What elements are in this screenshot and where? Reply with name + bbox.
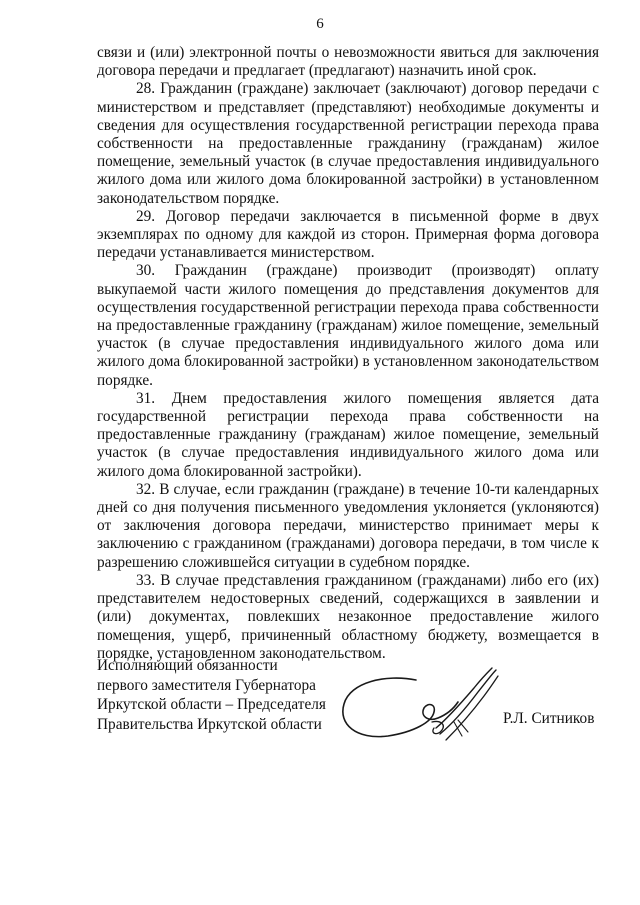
handwritten-signature [336, 662, 506, 752]
signatory-title-line: Правительства Иркутской области [97, 715, 322, 733]
signatory-title-line: Иркутской области – Председателя [97, 696, 326, 713]
paragraph-28: 28. Гражданин (граждане) заключает (заключают) договор передачи с министерством и представляет (представляют) необходимые документы и сведения для осуществления государственной регистрации перехода права собственности на предоставленные гражданину (гражданам) жилое помещение, земельный участок (в случае предоставления индивидуального жилого дома или жилого дома блокированной застройки) в установленном законодательством порядке. [97, 80, 599, 207]
paragraph-30: 30. Гражданин (граждане) производит (производят) оплату выкупаемой части жилого помещения до представления документов для осуществления государственной регистрации перехода права собственности на предоставленные гражданину (гражданам) жилое помещение, земельный участок (в случае предоставления индивидуального жилого дома или жилого дома блокированной застройки) в установленном законодательством порядке. [97, 262, 599, 389]
signatory-title-line: первого заместителя Губернатора [97, 676, 316, 694]
paragraph-31: 31. Днем предоставления жилого помещения является дата государственной регистрации перехода права собственности на предоставленные гражданину (гражданам) жилое помещение, земельный участок (в случае предоставления индивидуального жилого дома или жилого дома блокированной застройки). [97, 389, 599, 480]
page-number: 6 [316, 16, 324, 32]
paragraph-continuation: связи и (или) электронной почты о невозможности явиться для заключения договора передачи и предлагает (предлагают) назначить иной срок. [97, 44, 599, 80]
signatory-title-line: Исполняющий обязанности [97, 657, 278, 674]
document-body [97, 44, 599, 663]
signatory-title [97, 656, 326, 734]
paragraph-32: 32. В случае, если гражданин (граждане) в течение 10-ти календарных дней со дня получения письменного уведомления уклоняется (уклоняются) от заключения договора передачи, министерство принимает меры к заключению с гражданином (гражданами) договора передачи, в том числе к разрешению сложившейся ситуации в судебном порядке. [97, 480, 599, 571]
signatory-name: Р.Л. Ситников [503, 710, 595, 727]
paragraph-29: 29. Договор передачи заключается в письменной форме в двух экземплярах по одному для каждой из сторон. Примерная форма договора передачи устанавливается министерством. [97, 207, 599, 262]
paragraph-33: 33. В случае представления гражданином (гражданами) либо его (их) представителем недостоверных сведений, содержащихся в заявлении и (или) документах, повлекших незаконное предоставление жилого помещения, ущерб, причиненный областному бюджету, возмещается в порядке, установленном законодательством. [97, 571, 599, 662]
